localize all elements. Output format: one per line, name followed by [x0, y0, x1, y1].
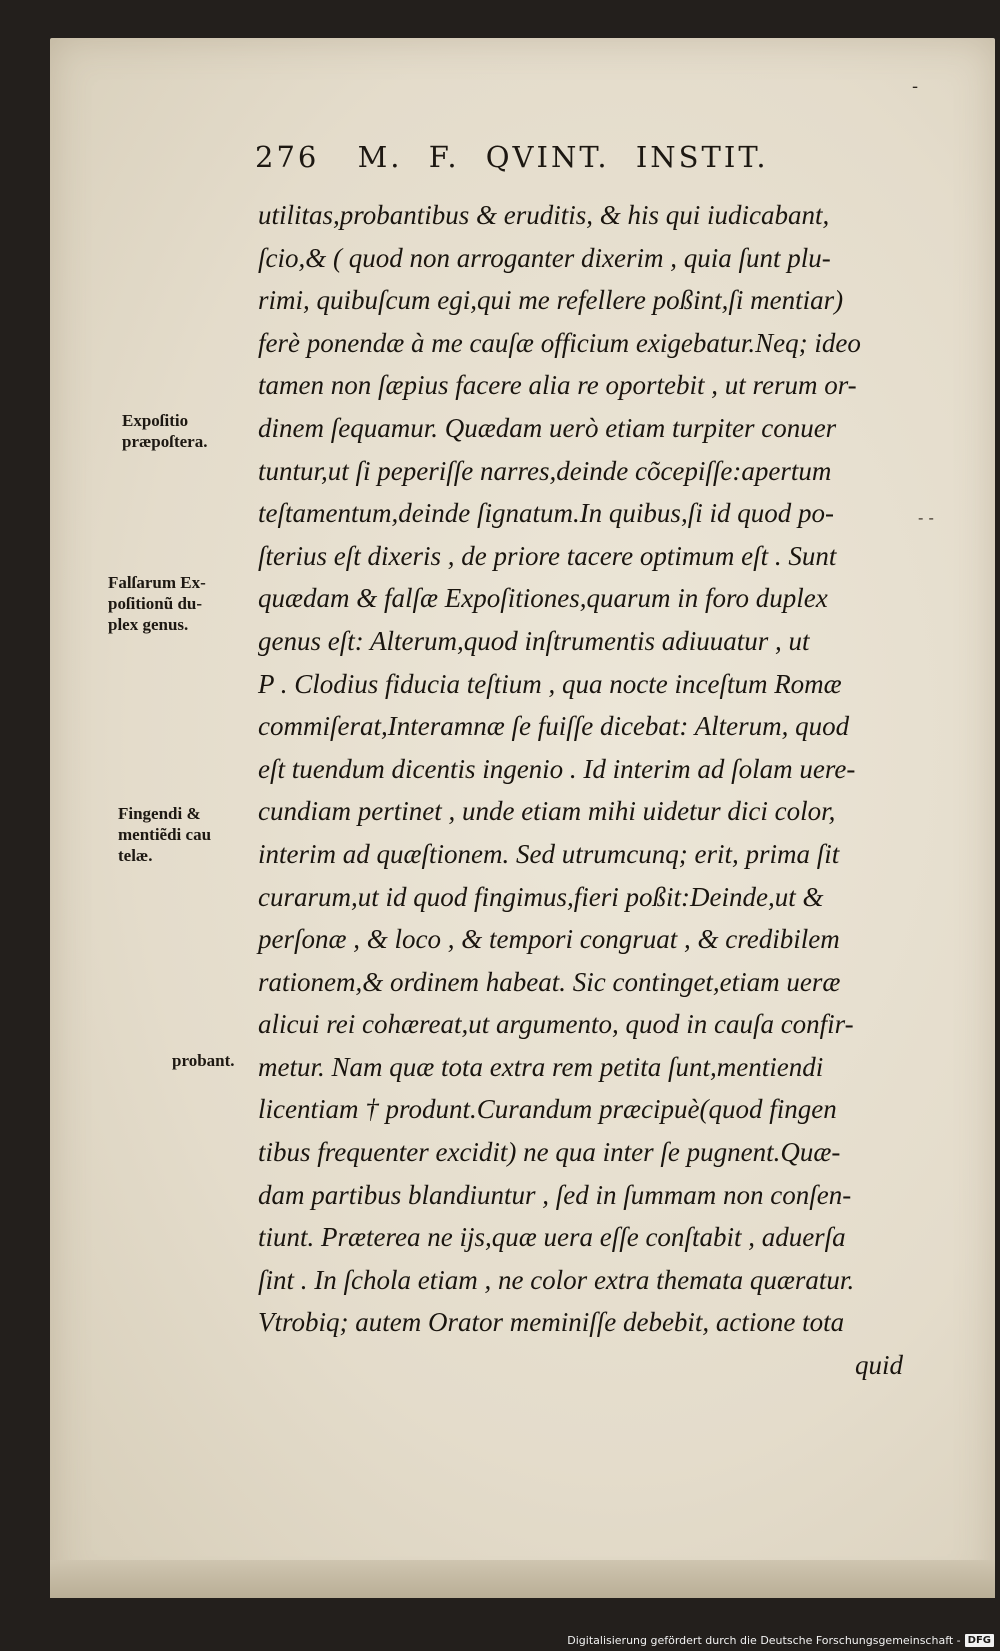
text-line: quædam & falſæ Expoſitiones,quarum in foro duplex: [258, 583, 828, 614]
text-line: perſonæ , & loco , & tempori congruat , & credibilem: [258, 924, 840, 955]
text-line: cundiam pertinet , unde etiam mihi uidetur dici color,: [258, 796, 836, 827]
running-head-part: QVINT.: [485, 140, 610, 174]
page-number: 276: [255, 140, 320, 174]
margin-note-expositio: [122, 410, 207, 452]
running-head-part: M.: [357, 140, 403, 174]
text-line: P . Clodius fiducia teſtium , qua nocte inceſtum Romæ: [258, 668, 842, 699]
stray-mark: - -: [918, 508, 934, 527]
margin-note-line: Expoſitio: [122, 411, 189, 430]
text-line: ſterius eſt dixeris , de priore tacere optimum eſt . Sunt: [258, 540, 837, 571]
text-line: rationem,& ordinem habeat. Sic continget,etiam ueræ: [258, 966, 841, 997]
text-line: interim ad quæſtionem. Sed utrumcunq; erit, prima ſit: [258, 838, 840, 869]
text-line: Vtrobiq; autem Orator meminiſſe debebit, actione tota: [258, 1307, 845, 1338]
margin-note-line: mentiẽdi cau: [118, 825, 212, 844]
text-line: curarum,ut id quod fingimus,fieri poßit:Deinde,ut &: [258, 881, 824, 912]
text-line: commiſerat,Interamnæ ſe fuiſſe dicebat: Alterum, quod: [258, 711, 850, 742]
text-line: rimi, quibuſcum egi,qui me refellere poßint,ſi mentiar): [258, 285, 844, 316]
text-line: eſt tuendum dicentis ingenio . Id interim ad ſolam uere-: [258, 753, 856, 784]
running-head: [255, 140, 875, 174]
running-head-part: F.: [428, 140, 460, 174]
text-line: tamen non ſæpius facere alia re oportebit , ut rerum or-: [258, 370, 857, 401]
text-line: metur. Nam quæ tota extra rem petita ſunt,mentiendi: [258, 1051, 824, 1082]
page-bottom-edge: [50, 1560, 995, 1598]
margin-note-fingendi: [118, 803, 211, 866]
margin-note-line: Falſarum Ex-: [108, 573, 206, 592]
text-line: tiunt. Præterea ne ijs,quæ uera eſſe conſtabit , aduerſa: [258, 1222, 846, 1253]
text-line: ferè ponendæ à me cauſæ officium exigebatur.Neq; ideo: [258, 327, 861, 358]
text-line: licentiam † produnt.Curandum præcipuè(quod fingen: [258, 1094, 837, 1125]
text-line: ſcio,& ( quod non arroganter dixerim , quia ſunt plu-: [258, 242, 831, 273]
text-line: utilitas,probantibus & eruditis, & his qui iudicabant,: [258, 200, 830, 230]
margin-note-line: plex genus.: [108, 615, 189, 634]
body-text: [258, 194, 913, 1387]
text-line: dam partibus blandiuntur , ſed in ſummam non conſen-: [258, 1179, 852, 1210]
text-line: alicui rei cohæreat,ut argumento, quod in cauſa confir-: [258, 1009, 854, 1040]
catchword: quid: [854, 1350, 903, 1381]
credit-text: Digitalisierung gefördert durch die Deutsche Forschungsgemeinschaft -: [567, 1634, 961, 1647]
text-line: tuntur,ut ſi peperiſſe narres,deinde cõcepiſſe:apertum: [258, 455, 832, 486]
dfg-logo: DFG: [965, 1634, 994, 1647]
margin-note-line: telæ.: [118, 846, 153, 865]
running-head-part: INSTIT.: [635, 140, 769, 174]
margin-note-falsarum: [108, 572, 206, 635]
text-line: genus eſt: Alterum,quod inſtrumentis adiuuatur , ut: [258, 625, 810, 656]
margin-note-line: Fingendi &: [118, 804, 201, 823]
text-line: tibus frequenter excidit) ne qua inter ſe pugnent.Quæ-: [258, 1137, 841, 1168]
text-line: ſint . In ſchola etiam , ne color extra themata quæratur.: [258, 1264, 855, 1295]
digitization-credit: [567, 1634, 994, 1647]
text-line: teſtamentum,deinde ſignatum.In quibus,ſi id quod po-: [258, 498, 834, 529]
text-line: dinem ſequamur. Quædam uerò etiam turpiter conuer: [258, 412, 837, 443]
margin-note-line: præpoſtera.: [122, 432, 208, 451]
margin-note-line: poſitionũ du-: [108, 594, 203, 613]
margin-note-line: probant.: [172, 1051, 235, 1070]
margin-note-probant: [172, 1050, 235, 1071]
corner-mark: -: [912, 76, 919, 97]
